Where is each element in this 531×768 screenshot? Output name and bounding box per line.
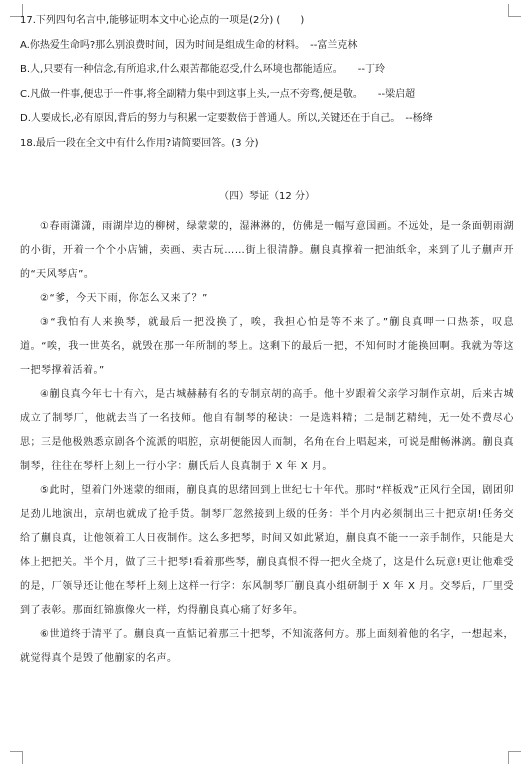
paragraph-2: ②“爹，今天下雨，你怎么又来了？” (40, 292, 208, 304)
crop-mark-bottom-right (508, 751, 521, 764)
question-17-stem: 17.下列四句名言中,能够证明本文中心论点的一项是(2分) ( ) (20, 15, 305, 26)
question-18: 18.最后一段在全文中有什么作用?请简要回答。(3 分) (20, 137, 259, 149)
paragraph-1: ①春雨潇潇，雨湖岸边的柳树，绿蒙蒙的，湿淋淋的，仿佛是一幅写意国画。不远处，是一条面朝雨湖的小街，开着一个个小店铺，卖画、卖古玩……街上很清静。蒯良真撑着一把油纸伞，来到了儿子蒯声开的“天风琴店”。 (20, 220, 514, 280)
paragraph-4: ④蒯良真今年七十有六，是古城赫赫有名的专制京胡的高手。他十岁跟着父亲学习制作京胡，后来古城成立了制琴厂，他就去当了一名技师。他自有制琴的秘诀：一是选料精；二是制艺精纯，无一处不费尽心思；三是他极熟悉京剧各个流派的唱腔，京胡便能因人而制，名角在台上唱起来，可说是酣畅淋漓。蒯良真制琴，往往在琴杆上刻上一行小字：蒯氏后人良真制于 X 年 X 月。 (20, 388, 514, 472)
question-17-option-d: D.人要成长,必有原因,背后的努力与积累一定要数倍于普通人。所以,关键还在于自己。 --杨绛 (20, 113, 433, 125)
crop-mark-bottom-left (10, 751, 23, 764)
question-17-option-a: A.你热爱生命吗?那么别浪费时间，因为时间是组成生命的材料。 --富兰克林 (20, 39, 358, 51)
paragraph-6: ⑥世道终于清平了。蒯良真一直惦记着那三十把琴，不知流落何方。那上面刻着他的名字，一想起来，就觉得真个是毁了他蒯家的名声。 (20, 628, 514, 664)
question-17-option-c: C.凡做一件事,便忠于一件事,将全副精力集中到这事上头,一点不旁骛,便是敬。 --梁启超 (20, 88, 416, 100)
paragraph-3: ③“我怕有人来换琴，就最后一把没换了，唉，我担心怕是等不来了。”蒯良真呷一口热茶，叹息道。“唉，我一世英名，就毁在那一年所制的琴上。这剩下的最后一把，不知何时才能换回啊。我就为等这一把琴撑着活着。” (20, 316, 514, 376)
question-17-option-b: B.人,只要有一种信念,有所追求,什么艰苦都能忍受,什么环境也都能适应。 --丁玲 (20, 64, 385, 76)
paragraph-5: ⑤此时，望着门外迷蒙的细雨，蒯良真的思绪回到上世纪七十年代。那时“样板戏”正风行全国，剧团卯足劲儿地演出，京胡也就成了抢手货。制琴厂忽然接到上级的任务：半个月内必须制出三十把京胡!任务交给了蒯良真，让他领着工人日夜制作。这么多把琴，时间又如此紧迫，蒯良真不能一一亲手制作，只能是大体上把把关。半个月，做了三十把琴!看着那些琴，蒯良真恨不得一把火全烧了，这是什么玩意!更让他难受的是，厂领导还让他在琴杆上刻上这样一行字：东风制琴厂蒯良真小组研制于 X 年 X 月。交琴后，厂里受到了表彰。那面红锦旗像火一样，灼得蒯良真心痛了好多年。 (20, 484, 514, 616)
section-title: （四）琴证（12 分） (219, 190, 315, 202)
document-content (20, 14, 514, 671)
